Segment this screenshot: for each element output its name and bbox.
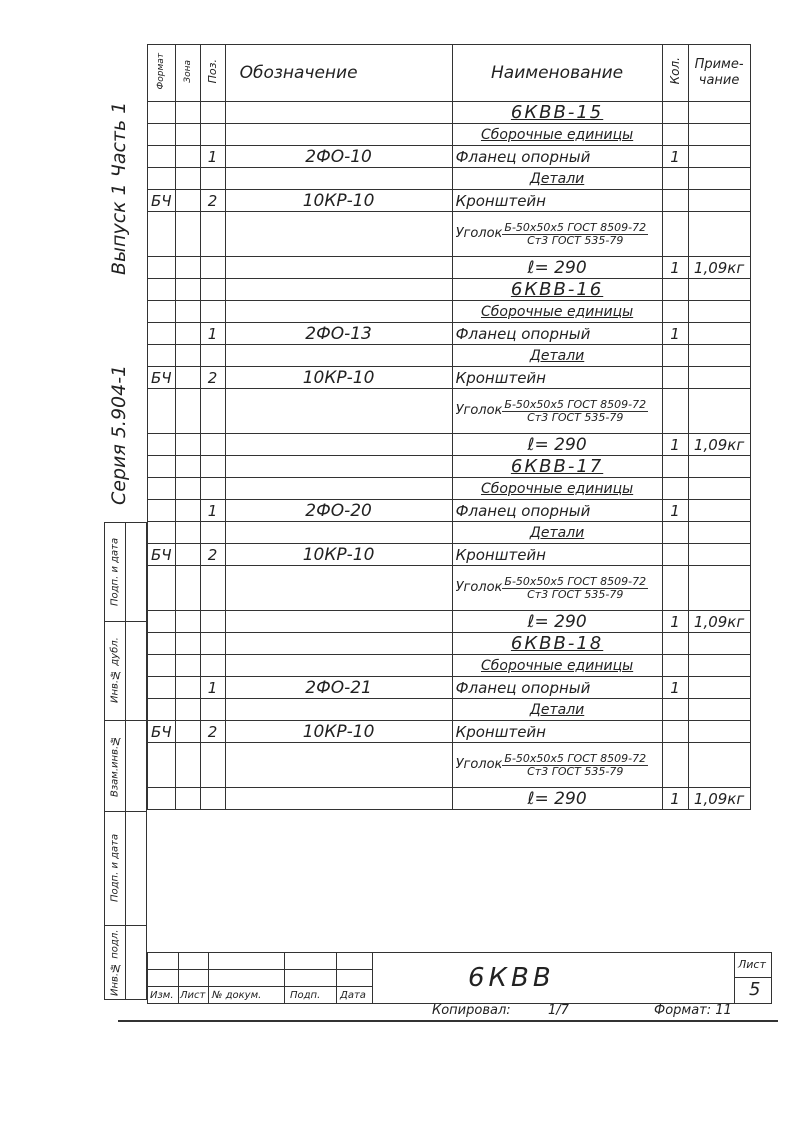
profile-name: Уголок bbox=[455, 580, 503, 595]
cell-name: 6КВВ-18 bbox=[452, 633, 662, 655]
cell-note bbox=[688, 146, 750, 168]
cell-pos bbox=[200, 389, 225, 434]
cell-pos bbox=[200, 168, 225, 190]
table-row bbox=[148, 389, 751, 434]
cell-designation: 10КР-10 bbox=[225, 190, 452, 212]
cell-designation bbox=[225, 611, 452, 633]
cell-note bbox=[688, 301, 750, 323]
cell-name: Детали bbox=[452, 345, 662, 367]
cell-note bbox=[688, 655, 750, 677]
cell-qty bbox=[662, 168, 688, 190]
cell-zone bbox=[175, 146, 200, 168]
cell-note bbox=[688, 544, 750, 566]
table-row bbox=[148, 500, 751, 522]
table-row bbox=[148, 168, 751, 190]
cell-qty bbox=[662, 301, 688, 323]
cell-zone bbox=[175, 500, 200, 522]
cell-format bbox=[148, 788, 176, 810]
cell-designation bbox=[225, 124, 452, 146]
header-name: Наименование bbox=[452, 45, 662, 102]
cell-designation: 2ФО-20 bbox=[225, 500, 452, 522]
cell-zone bbox=[175, 257, 200, 279]
cell-format bbox=[148, 102, 176, 124]
cell-zone bbox=[175, 168, 200, 190]
cell-qty: 1 bbox=[662, 500, 688, 522]
cell-name: Фланец опорный bbox=[452, 146, 662, 168]
profile-material: Ст3 ГОСТ 535-79 bbox=[527, 233, 624, 247]
cell-name: Детали bbox=[452, 168, 662, 190]
format-label: Формат: 11 bbox=[654, 1003, 732, 1018]
cell-format: БЧ bbox=[148, 544, 176, 566]
cell-format bbox=[148, 389, 176, 434]
issue-label: Выпуск 1 Часть 1 bbox=[108, 101, 130, 275]
cell-designation: 2ФО-13 bbox=[225, 323, 452, 345]
profile-standard: Б-50х50х5 ГОСТ 8509-72 bbox=[504, 751, 647, 765]
cell-qty bbox=[662, 102, 688, 124]
table-row bbox=[148, 655, 751, 677]
cell-name bbox=[452, 389, 662, 434]
header-qty: Кол. bbox=[662, 45, 688, 102]
cell-pos bbox=[200, 522, 225, 544]
tb-col-sign: Подп. bbox=[290, 990, 321, 1001]
cell-qty: 1 bbox=[662, 323, 688, 345]
cell-name: 6КВВ-16 bbox=[452, 279, 662, 301]
table-row bbox=[148, 190, 751, 212]
cell-qty bbox=[662, 633, 688, 655]
cell-format bbox=[148, 699, 176, 721]
cell-format bbox=[148, 677, 176, 699]
table-row bbox=[148, 566, 751, 611]
cell-format bbox=[148, 168, 176, 190]
cell-format: БЧ bbox=[148, 367, 176, 389]
cell-name: Детали bbox=[452, 522, 662, 544]
cell-designation: 2ФО-10 bbox=[225, 146, 452, 168]
cell-format bbox=[148, 566, 176, 611]
bottom-rule bbox=[118, 1020, 778, 1022]
cell-pos: 1 bbox=[200, 500, 225, 522]
side-stamp-label: Инв.№ дубл. bbox=[109, 637, 121, 704]
sheet-number: 5 bbox=[749, 979, 761, 1000]
cell-designation bbox=[225, 633, 452, 655]
table-row bbox=[148, 279, 751, 301]
cell-format bbox=[148, 611, 176, 633]
cell-pos: 2 bbox=[200, 721, 225, 743]
table-row bbox=[148, 544, 751, 566]
cell-qty bbox=[662, 212, 688, 257]
cell-name: Фланец опорный bbox=[452, 323, 662, 345]
table-row bbox=[148, 611, 751, 633]
table-row bbox=[148, 367, 751, 389]
copied-by-label: Копировал: bbox=[432, 1003, 511, 1018]
cell-designation: 2ФО-21 bbox=[225, 677, 452, 699]
cell-designation bbox=[225, 279, 452, 301]
profile-fraction bbox=[502, 576, 648, 601]
cell-pos: 1 bbox=[200, 677, 225, 699]
cell-zone bbox=[175, 478, 200, 500]
cell-note: 1,09кг bbox=[688, 434, 750, 456]
cell-note: 1,09кг bbox=[688, 611, 750, 633]
profile-standard: Б-50х50х5 ГОСТ 8509-72 bbox=[504, 397, 647, 411]
cell-format bbox=[148, 743, 176, 788]
cell-note bbox=[688, 633, 750, 655]
cell-name bbox=[452, 566, 662, 611]
cell-qty bbox=[662, 721, 688, 743]
cell-designation bbox=[225, 566, 452, 611]
cell-note bbox=[688, 677, 750, 699]
cell-zone bbox=[175, 323, 200, 345]
cell-pos: 2 bbox=[200, 190, 225, 212]
table-row bbox=[148, 522, 751, 544]
table-row bbox=[148, 743, 751, 788]
side-stamp-label: Подп. и дата bbox=[109, 833, 121, 903]
cell-note bbox=[688, 124, 750, 146]
cell-name: Фланец опорный bbox=[452, 677, 662, 699]
cell-name: Детали bbox=[452, 699, 662, 721]
cell-qty bbox=[662, 279, 688, 301]
cell-zone bbox=[175, 743, 200, 788]
cell-note bbox=[688, 522, 750, 544]
document-code: 6КВВ bbox=[468, 963, 555, 993]
table-row bbox=[148, 633, 751, 655]
cell-designation bbox=[225, 434, 452, 456]
table-row bbox=[148, 257, 751, 279]
sheet-label: Лист bbox=[738, 958, 766, 971]
cell-qty bbox=[662, 389, 688, 434]
cell-zone bbox=[175, 434, 200, 456]
cell-format bbox=[148, 345, 176, 367]
tb-col-date: Дата bbox=[340, 990, 366, 1001]
table-row bbox=[148, 721, 751, 743]
cell-format bbox=[148, 146, 176, 168]
cell-qty: 1 bbox=[662, 611, 688, 633]
cell-name: 6КВВ-17 bbox=[452, 456, 662, 478]
cell-designation bbox=[225, 788, 452, 810]
cell-zone bbox=[175, 566, 200, 611]
cell-name: Кронштейн bbox=[452, 190, 662, 212]
profile-name: Уголок bbox=[455, 226, 503, 241]
cell-format bbox=[148, 301, 176, 323]
cell-designation: 10КР-10 bbox=[225, 721, 452, 743]
cell-note bbox=[688, 743, 750, 788]
cell-format: БЧ bbox=[148, 190, 176, 212]
header-pos: Поз. bbox=[200, 45, 225, 102]
cell-format bbox=[148, 279, 176, 301]
cell-name bbox=[452, 743, 662, 788]
cell-note: 1,09кг bbox=[688, 788, 750, 810]
profile-material: Ст3 ГОСТ 535-79 bbox=[527, 410, 624, 424]
table-row bbox=[148, 146, 751, 168]
cell-format bbox=[148, 500, 176, 522]
cell-format bbox=[148, 633, 176, 655]
cell-qty: 1 bbox=[662, 146, 688, 168]
cell-pos: 2 bbox=[200, 544, 225, 566]
cell-pos: 1 bbox=[200, 323, 225, 345]
cell-zone bbox=[175, 788, 200, 810]
cell-zone bbox=[175, 124, 200, 146]
cell-zone bbox=[175, 212, 200, 257]
cell-note: 1,09кг bbox=[688, 257, 750, 279]
table-row bbox=[148, 478, 751, 500]
cell-name: Сборочные единицы bbox=[452, 655, 662, 677]
cell-qty bbox=[662, 566, 688, 611]
cell-format bbox=[148, 257, 176, 279]
profile-standard: Б-50х50х5 ГОСТ 8509-72 bbox=[504, 220, 647, 234]
cell-qty bbox=[662, 367, 688, 389]
table-row bbox=[148, 102, 751, 124]
table-row bbox=[148, 124, 751, 146]
side-stamp-label: Подп. и дата bbox=[109, 537, 121, 607]
side-stamp bbox=[104, 522, 147, 1000]
cell-pos bbox=[200, 124, 225, 146]
cell-designation bbox=[225, 655, 452, 677]
cell-pos bbox=[200, 699, 225, 721]
table-row bbox=[148, 345, 751, 367]
header-zone: Зона bbox=[175, 45, 200, 102]
cell-format bbox=[148, 522, 176, 544]
table-row bbox=[148, 434, 751, 456]
cell-zone bbox=[175, 367, 200, 389]
profile-name: Уголок bbox=[455, 757, 503, 772]
cell-name: ℓ= 290 bbox=[452, 257, 662, 279]
side-stamp-label: Взам.инв.№ bbox=[109, 734, 121, 797]
header-row bbox=[148, 45, 751, 102]
cell-pos: 1 bbox=[200, 146, 225, 168]
cell-note bbox=[688, 367, 750, 389]
cell-zone bbox=[175, 456, 200, 478]
cell-designation bbox=[225, 102, 452, 124]
cell-pos bbox=[200, 478, 225, 500]
cell-pos: 2 bbox=[200, 367, 225, 389]
table-row bbox=[148, 212, 751, 257]
cell-zone bbox=[175, 102, 200, 124]
cell-format bbox=[148, 456, 176, 478]
cell-qty: 1 bbox=[662, 677, 688, 699]
profile-material: Ст3 ГОСТ 535-79 bbox=[527, 587, 624, 601]
cell-pos bbox=[200, 566, 225, 611]
cell-note bbox=[688, 279, 750, 301]
cell-qty: 1 bbox=[662, 788, 688, 810]
cell-designation bbox=[225, 212, 452, 257]
copied-by-sign: 1/7 bbox=[548, 1003, 569, 1018]
cell-note bbox=[688, 102, 750, 124]
profile-name: Уголок bbox=[455, 403, 503, 418]
cell-designation bbox=[225, 301, 452, 323]
header-format: Формат bbox=[148, 45, 176, 102]
profile-fraction bbox=[502, 399, 648, 424]
cell-name: Кронштейн bbox=[452, 721, 662, 743]
table-row bbox=[148, 677, 751, 699]
series-label: Серия 5.904-1 bbox=[108, 364, 130, 505]
cell-name bbox=[452, 212, 662, 257]
cell-note bbox=[688, 566, 750, 611]
cell-pos bbox=[200, 301, 225, 323]
cell-designation bbox=[225, 743, 452, 788]
cell-note bbox=[688, 500, 750, 522]
cell-qty: 1 bbox=[662, 257, 688, 279]
cell-zone bbox=[175, 345, 200, 367]
cell-designation: 10КР-10 bbox=[225, 367, 452, 389]
cell-qty bbox=[662, 699, 688, 721]
profile-standard: Б-50х50х5 ГОСТ 8509-72 bbox=[504, 574, 647, 588]
cell-format bbox=[148, 434, 176, 456]
profile-material: Ст3 ГОСТ 535-79 bbox=[527, 764, 624, 778]
cell-name: Фланец опорный bbox=[452, 500, 662, 522]
cell-qty bbox=[662, 345, 688, 367]
cell-zone bbox=[175, 279, 200, 301]
title-block bbox=[147, 952, 772, 1004]
cell-pos bbox=[200, 102, 225, 124]
cell-name: ℓ= 290 bbox=[452, 611, 662, 633]
cell-zone bbox=[175, 721, 200, 743]
cell-pos bbox=[200, 212, 225, 257]
cell-note bbox=[688, 168, 750, 190]
cell-name: ℓ= 290 bbox=[452, 434, 662, 456]
cell-format bbox=[148, 655, 176, 677]
cell-zone bbox=[175, 633, 200, 655]
cell-qty bbox=[662, 522, 688, 544]
side-stamp-label: Инв.№ подл. bbox=[109, 929, 121, 997]
cell-name: 6КВВ-15 bbox=[452, 102, 662, 124]
cell-note bbox=[688, 699, 750, 721]
cell-pos bbox=[200, 279, 225, 301]
cell-format bbox=[148, 478, 176, 500]
cell-pos bbox=[200, 633, 225, 655]
cell-designation: 10КР-10 bbox=[225, 544, 452, 566]
cell-qty bbox=[662, 478, 688, 500]
table-row bbox=[148, 301, 751, 323]
cell-zone bbox=[175, 611, 200, 633]
cell-name: Сборочные единицы bbox=[452, 478, 662, 500]
header-note: Приме-чание bbox=[688, 45, 750, 102]
cell-zone bbox=[175, 655, 200, 677]
cell-designation bbox=[225, 345, 452, 367]
table-row bbox=[148, 788, 751, 810]
cell-designation bbox=[225, 456, 452, 478]
cell-note bbox=[688, 456, 750, 478]
table-row bbox=[148, 456, 751, 478]
cell-qty: 1 bbox=[662, 434, 688, 456]
cell-pos bbox=[200, 456, 225, 478]
cell-format bbox=[148, 323, 176, 345]
cell-name: Сборочные единицы bbox=[452, 301, 662, 323]
cell-designation bbox=[225, 478, 452, 500]
cell-zone bbox=[175, 544, 200, 566]
cell-pos bbox=[200, 257, 225, 279]
table-row bbox=[148, 699, 751, 721]
table-row bbox=[148, 323, 751, 345]
cell-pos bbox=[200, 434, 225, 456]
cell-qty bbox=[662, 544, 688, 566]
cell-zone bbox=[175, 699, 200, 721]
cell-designation bbox=[225, 389, 452, 434]
tb-col-docnum: № докум. bbox=[212, 990, 262, 1001]
cell-name: Кронштейн bbox=[452, 367, 662, 389]
cell-zone bbox=[175, 522, 200, 544]
cell-note bbox=[688, 389, 750, 434]
cell-zone bbox=[175, 190, 200, 212]
cell-pos bbox=[200, 743, 225, 788]
cell-note bbox=[688, 721, 750, 743]
profile-fraction bbox=[502, 753, 648, 778]
header-designation: Обозначение bbox=[225, 45, 452, 102]
cell-note bbox=[688, 345, 750, 367]
cell-format: БЧ bbox=[148, 721, 176, 743]
cell-pos bbox=[200, 345, 225, 367]
cell-designation bbox=[225, 257, 452, 279]
tb-col-sheet: Лист bbox=[180, 990, 206, 1001]
specification-table bbox=[147, 44, 751, 810]
cell-name: Сборочные единицы bbox=[452, 124, 662, 146]
cell-designation bbox=[225, 522, 452, 544]
cell-designation bbox=[225, 699, 452, 721]
cell-pos bbox=[200, 788, 225, 810]
cell-qty bbox=[662, 743, 688, 788]
cell-name: ℓ= 290 bbox=[452, 788, 662, 810]
cell-zone bbox=[175, 301, 200, 323]
cell-zone bbox=[175, 389, 200, 434]
tb-col-change: Изм. bbox=[150, 990, 174, 1001]
cell-note bbox=[688, 212, 750, 257]
cell-note bbox=[688, 478, 750, 500]
cell-qty bbox=[662, 190, 688, 212]
cell-qty bbox=[662, 655, 688, 677]
cell-name: Кронштейн bbox=[452, 544, 662, 566]
cell-zone bbox=[175, 677, 200, 699]
cell-format bbox=[148, 124, 176, 146]
cell-designation bbox=[225, 168, 452, 190]
cell-note bbox=[688, 190, 750, 212]
cell-qty bbox=[662, 124, 688, 146]
cell-format bbox=[148, 212, 176, 257]
cell-note bbox=[688, 323, 750, 345]
cell-qty bbox=[662, 456, 688, 478]
profile-fraction bbox=[502, 222, 648, 247]
cell-pos bbox=[200, 611, 225, 633]
cell-pos bbox=[200, 655, 225, 677]
